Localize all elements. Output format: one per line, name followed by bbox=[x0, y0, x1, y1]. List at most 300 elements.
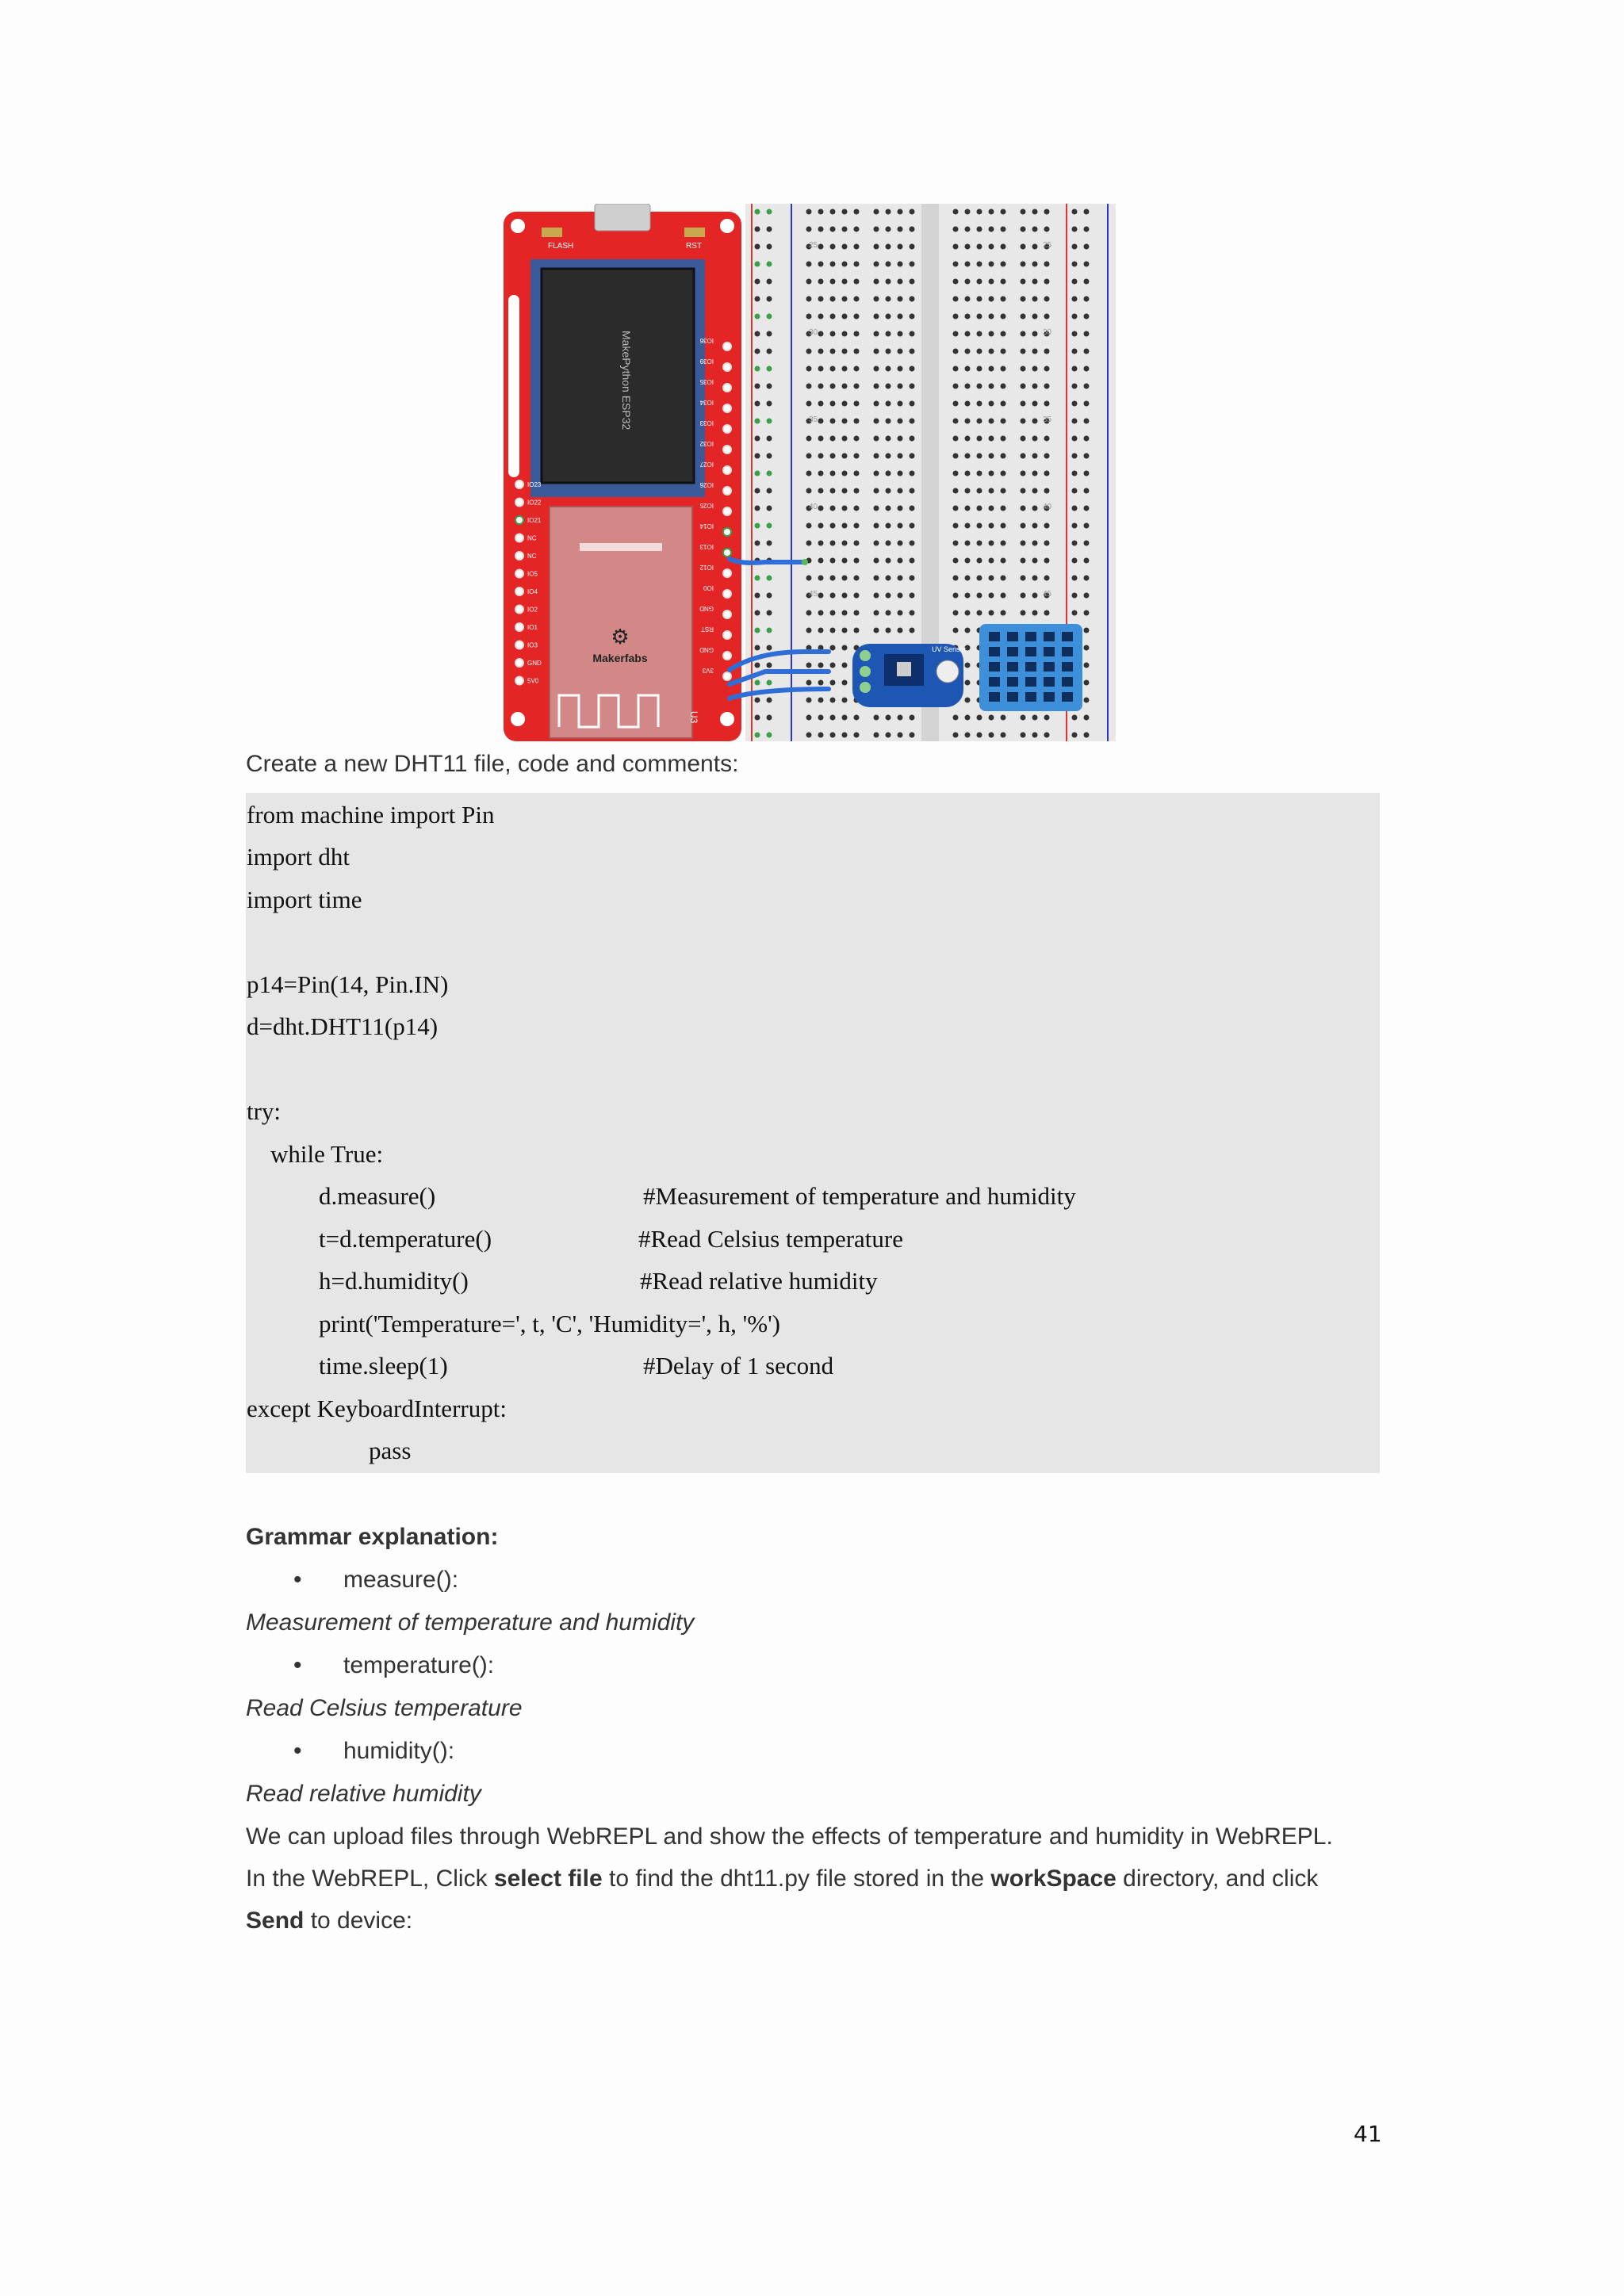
breadboard-hole bbox=[842, 715, 848, 721]
breadboard-hole bbox=[1001, 436, 1006, 442]
breadboard-hole bbox=[818, 366, 824, 372]
select-file-term: select file bbox=[493, 1866, 603, 1892]
breadboard-hole bbox=[1021, 262, 1026, 267]
breadboard-hole bbox=[965, 558, 971, 564]
breadboard-hole bbox=[898, 262, 903, 267]
breadboard-hole bbox=[1072, 453, 1078, 459]
breadboard-hole bbox=[874, 349, 879, 354]
dht11-vent bbox=[1025, 677, 1036, 687]
breadboard-hole bbox=[886, 436, 891, 442]
grammar-desc: Read Celsius temperature bbox=[246, 1695, 523, 1721]
dht11-vent bbox=[1025, 662, 1036, 672]
breadboard-hole bbox=[1072, 488, 1078, 494]
breadboard-hole bbox=[1084, 663, 1090, 668]
breadboard-hole bbox=[755, 680, 760, 686]
breadboard-hole bbox=[842, 453, 848, 459]
breadboard-hole bbox=[898, 384, 903, 389]
breadboard-hole bbox=[842, 523, 848, 529]
breadboard-hole bbox=[953, 610, 959, 616]
breadboard-hole bbox=[1084, 733, 1090, 738]
breadboard-hole bbox=[874, 523, 879, 529]
flash-label: FLASH bbox=[548, 242, 574, 251]
breadboard-hole bbox=[898, 331, 903, 337]
breadboard-hole bbox=[842, 384, 848, 389]
breadboard-hole bbox=[830, 698, 836, 703]
breadboard-hole bbox=[830, 628, 836, 633]
breadboard-hole bbox=[965, 314, 971, 320]
breadboard-hole bbox=[854, 366, 860, 372]
code-comment: #Read Celsius temperature bbox=[638, 1225, 904, 1253]
pin-label: IO4 bbox=[527, 588, 538, 595]
breadboard-hole bbox=[806, 279, 812, 285]
dht11-vent bbox=[1007, 632, 1018, 641]
pin-label: IO35 bbox=[699, 378, 714, 385]
dht11-sensor bbox=[979, 624, 1082, 711]
pin-label: NC bbox=[527, 553, 537, 560]
breadboard-hole bbox=[874, 541, 879, 546]
breadboard-hole bbox=[898, 715, 903, 721]
breadboard-hole bbox=[1072, 471, 1078, 476]
breadboard-hole bbox=[767, 209, 772, 215]
breadboard-hole bbox=[874, 733, 879, 738]
breadboard-hole bbox=[818, 314, 824, 320]
breadboard-hole bbox=[1032, 488, 1038, 494]
esp32-board bbox=[504, 204, 741, 741]
breadboard-hole bbox=[1084, 558, 1090, 564]
breadboard-hole bbox=[830, 680, 836, 686]
pin-pad bbox=[723, 384, 731, 392]
breadboard-hole bbox=[818, 663, 824, 668]
breadboard-hole bbox=[854, 349, 860, 354]
breadboard-hole bbox=[755, 436, 760, 442]
dht11-vent bbox=[989, 662, 1000, 672]
breadboard-hole bbox=[1084, 680, 1090, 686]
pin-label: IO14 bbox=[699, 522, 714, 530]
row-number: 30 bbox=[1043, 328, 1052, 337]
breadboard-hole bbox=[767, 366, 772, 372]
breadboard-hole bbox=[1084, 436, 1090, 442]
breadboard-hole bbox=[977, 349, 982, 354]
breadboard-hole bbox=[1021, 331, 1026, 337]
code-line: import dht bbox=[247, 843, 350, 871]
breadboard-hole bbox=[989, 366, 994, 372]
dht11-vent bbox=[1025, 692, 1036, 702]
breadboard-hole bbox=[886, 331, 891, 337]
breadboard-hole bbox=[842, 209, 848, 215]
breadboard-hole bbox=[806, 227, 812, 232]
dht11-vent bbox=[989, 692, 1000, 702]
breadboard-hole bbox=[842, 698, 848, 703]
breadboard-hole bbox=[842, 297, 848, 302]
breadboard-hole bbox=[767, 349, 772, 354]
breadboard-hole bbox=[806, 523, 812, 529]
breadboard-hole bbox=[965, 209, 971, 215]
breadboard-hole bbox=[910, 331, 915, 337]
breadboard-hole bbox=[818, 279, 824, 285]
breadboard-hole bbox=[1084, 349, 1090, 354]
breadboard-hole bbox=[830, 488, 836, 494]
breadboard-hole bbox=[965, 628, 971, 633]
breadboard-hole bbox=[842, 628, 848, 633]
pin-pad bbox=[723, 363, 731, 371]
breadboard-hole bbox=[830, 610, 836, 616]
breadboard-hole bbox=[1021, 366, 1026, 372]
breadboard-hole bbox=[953, 244, 959, 250]
breadboard-hole bbox=[965, 279, 971, 285]
breadboard-hole bbox=[1021, 384, 1026, 389]
bullet: • bbox=[293, 1652, 302, 1678]
breadboard-hole bbox=[1084, 628, 1090, 633]
breadboard-hole bbox=[1001, 209, 1006, 215]
breadboard-hole bbox=[874, 244, 879, 250]
breadboard-hole bbox=[830, 541, 836, 546]
breadboard-hole bbox=[965, 297, 971, 302]
breadboard-hole bbox=[1044, 471, 1050, 476]
breadboard-hole bbox=[965, 698, 971, 703]
code-comment: #Read relative humidity bbox=[640, 1267, 878, 1295]
breadboard-hole bbox=[854, 576, 860, 581]
breadboard-hole bbox=[806, 610, 812, 616]
breadboard-hole bbox=[755, 209, 760, 215]
breadboard-hole bbox=[1072, 227, 1078, 232]
breadboard-hole bbox=[886, 279, 891, 285]
breadboard-hole bbox=[755, 262, 760, 267]
breadboard-hole bbox=[830, 419, 836, 424]
breadboard-hole bbox=[755, 244, 760, 250]
pin-pad bbox=[723, 342, 731, 350]
pin-label: IO3 bbox=[527, 641, 538, 649]
breadboard-hole bbox=[1084, 453, 1090, 459]
breadboard-hole bbox=[953, 576, 959, 581]
breadboard-hole bbox=[1084, 366, 1090, 372]
breadboard-hole bbox=[1021, 558, 1026, 564]
breadboard-hole bbox=[977, 523, 982, 529]
breadboard-hole bbox=[1032, 506, 1038, 511]
breadboard-hole bbox=[898, 419, 903, 424]
breadboard-hole bbox=[953, 453, 959, 459]
breadboard-hole bbox=[886, 715, 891, 721]
row-number: 45 bbox=[809, 590, 818, 599]
pin-label: IO36 bbox=[699, 337, 714, 344]
breadboard-hole bbox=[806, 349, 812, 354]
breadboard-hole bbox=[965, 366, 971, 372]
row-number: 40 bbox=[809, 503, 818, 511]
breadboard-hole bbox=[818, 419, 824, 424]
breadboard-hole bbox=[854, 471, 860, 476]
breadboard-hole bbox=[886, 576, 891, 581]
pin-label: NC bbox=[527, 534, 537, 542]
breadboard-hole bbox=[1084, 523, 1090, 529]
breadboard-hole bbox=[842, 593, 848, 599]
code-line: t=d.temperature() bbox=[319, 1225, 492, 1253]
row-number: 25 bbox=[1043, 241, 1052, 250]
code-line: import time bbox=[247, 886, 362, 913]
breadboard-hole bbox=[830, 227, 836, 232]
breadboard-hole bbox=[830, 471, 836, 476]
breadboard-hole bbox=[977, 384, 982, 389]
breadboard-hole bbox=[965, 576, 971, 581]
upload-paragraph-line: We can upload files through WebREPL and show the effects of temperature and humidity in WebREPL. bbox=[246, 1823, 1333, 1850]
breadboard-hole bbox=[767, 244, 772, 250]
breadboard-hole bbox=[953, 209, 959, 215]
breadboard-hole bbox=[910, 576, 915, 581]
breadboard-hole bbox=[1001, 262, 1006, 267]
breadboard-hole bbox=[842, 227, 848, 232]
breadboard-hole bbox=[755, 419, 760, 424]
breadboard-hole bbox=[767, 314, 772, 320]
breadboard-hole bbox=[854, 733, 860, 738]
pin-pad bbox=[723, 549, 731, 557]
breadboard-hole bbox=[977, 733, 982, 738]
breadboard-hole bbox=[898, 401, 903, 407]
breadboard-hole bbox=[898, 733, 903, 738]
pin-label: IO13 bbox=[699, 543, 714, 550]
breadboard-hole bbox=[1072, 366, 1078, 372]
pin-pad bbox=[723, 466, 731, 474]
breadboard-hole bbox=[953, 227, 959, 232]
breadboard-hole bbox=[830, 244, 836, 250]
breadboard-hole bbox=[910, 227, 915, 232]
breadboard-hole bbox=[886, 628, 891, 633]
breadboard-hole bbox=[874, 715, 879, 721]
breadboard-hole bbox=[806, 698, 812, 703]
breadboard-hole bbox=[886, 419, 891, 424]
breadboard-hole bbox=[818, 541, 824, 546]
breadboard-hole bbox=[806, 453, 812, 459]
breadboard-hole bbox=[854, 593, 860, 599]
breadboard-hole bbox=[767, 227, 772, 232]
breadboard-hole bbox=[898, 506, 903, 511]
grammar-desc: Read relative humidity bbox=[246, 1781, 481, 1807]
breadboard-hole bbox=[818, 209, 824, 215]
breadboard-hole bbox=[1001, 349, 1006, 354]
breadboard-hole bbox=[755, 279, 760, 285]
breadboard-hole bbox=[977, 366, 982, 372]
breadboard-hole bbox=[1084, 401, 1090, 407]
breadboard-hole bbox=[1044, 541, 1050, 546]
breadboard-hole bbox=[818, 349, 824, 354]
breadboard-hole bbox=[1044, 227, 1050, 232]
row-number: 30 bbox=[809, 328, 818, 337]
breadboard-hole bbox=[755, 645, 760, 651]
breadboard-hole bbox=[767, 331, 772, 337]
pin-pad bbox=[723, 425, 731, 433]
pin-pad bbox=[515, 516, 523, 524]
breadboard-hole bbox=[874, 576, 879, 581]
breadboard-hole bbox=[910, 314, 915, 320]
pin-label: IO32 bbox=[699, 440, 714, 447]
breadboard-hole bbox=[842, 506, 848, 511]
breadboard-hole bbox=[854, 227, 860, 232]
breadboard-hole bbox=[965, 541, 971, 546]
dht11-vent bbox=[1044, 692, 1055, 702]
breadboard-hole bbox=[977, 419, 982, 424]
breadboard-hole bbox=[755, 227, 760, 232]
dht11-vent bbox=[1025, 647, 1036, 656]
breadboard-hole bbox=[910, 366, 915, 372]
code-line: time.sleep(1) bbox=[319, 1352, 448, 1380]
code-comment: #Measurement of temperature and humidity bbox=[643, 1182, 1076, 1210]
breadboard-hole bbox=[1001, 244, 1006, 250]
breadboard-hole bbox=[910, 715, 915, 721]
breadboard-hole bbox=[898, 436, 903, 442]
breadboard-hole bbox=[1072, 558, 1078, 564]
breadboard-hole bbox=[953, 314, 959, 320]
breadboard-hole bbox=[806, 314, 812, 320]
breadboard-hole bbox=[898, 628, 903, 633]
breadboard-hole bbox=[953, 733, 959, 738]
breadboard-hole bbox=[965, 419, 971, 424]
pin-label: IO27 bbox=[699, 461, 714, 468]
breadboard-hole bbox=[898, 366, 903, 372]
breadboard-hole bbox=[767, 680, 772, 686]
breadboard-hole bbox=[755, 541, 760, 546]
breadboard-hole bbox=[953, 436, 959, 442]
breadboard-hole bbox=[755, 488, 760, 494]
breadboard-hole bbox=[1001, 279, 1006, 285]
breadboard-hole bbox=[1032, 541, 1038, 546]
breadboard-hole bbox=[1044, 610, 1050, 616]
breadboard-hole bbox=[977, 715, 982, 721]
breadboard-hole bbox=[1021, 506, 1026, 511]
pin-pad bbox=[515, 606, 523, 614]
breadboard-hole bbox=[806, 541, 812, 546]
breadboard-hole bbox=[1021, 471, 1026, 476]
breadboard-hole bbox=[830, 715, 836, 721]
breadboard-hole bbox=[910, 384, 915, 389]
breadboard-hole bbox=[953, 401, 959, 407]
breadboard-hole bbox=[874, 506, 879, 511]
breadboard-hole bbox=[953, 331, 959, 337]
pin-label: IO39 bbox=[699, 358, 714, 365]
breadboard-hole bbox=[1032, 436, 1038, 442]
breadboard-hole bbox=[965, 436, 971, 442]
breadboard-hole bbox=[806, 733, 812, 738]
breadboard-hole bbox=[874, 314, 879, 320]
breadboard-hole bbox=[989, 715, 994, 721]
wiring-diagram bbox=[504, 204, 1116, 741]
breadboard-hole bbox=[1001, 314, 1006, 320]
breadboard-hole bbox=[818, 680, 824, 686]
code-line: p14=Pin(14, Pin.IN) bbox=[247, 970, 449, 998]
breadboard-hole bbox=[1021, 244, 1026, 250]
bullet: • bbox=[293, 1567, 302, 1593]
breadboard-hole bbox=[755, 349, 760, 354]
breadboard-hole bbox=[1032, 523, 1038, 529]
breadboard-hole bbox=[854, 541, 860, 546]
breadboard-hole bbox=[910, 628, 915, 633]
breadboard-hole bbox=[1044, 558, 1050, 564]
breadboard-hole bbox=[874, 366, 879, 372]
breadboard-hole bbox=[1084, 645, 1090, 651]
breadboard-hole bbox=[965, 471, 971, 476]
breadboard-hole bbox=[977, 558, 982, 564]
breadboard-hole bbox=[910, 419, 915, 424]
breadboard-hole bbox=[886, 349, 891, 354]
breadboard-hole bbox=[1032, 262, 1038, 267]
code-line: pass bbox=[369, 1437, 412, 1464]
breadboard-hole bbox=[1001, 297, 1006, 302]
breadboard-hole bbox=[1032, 471, 1038, 476]
code-line: try: bbox=[247, 1097, 282, 1125]
breadboard-hole bbox=[818, 453, 824, 459]
breadboard-hole bbox=[767, 419, 772, 424]
breadboard-hole bbox=[953, 297, 959, 302]
breadboard-hole bbox=[842, 262, 848, 267]
breadboard-hole bbox=[874, 453, 879, 459]
pin-label: IO33 bbox=[699, 419, 714, 427]
breadboard-hole bbox=[977, 436, 982, 442]
breadboard-hole bbox=[767, 663, 772, 668]
breadboard-hole bbox=[965, 610, 971, 616]
breadboard-hole bbox=[1084, 593, 1090, 599]
breadboard-hole bbox=[953, 366, 959, 372]
breadboard-hole bbox=[830, 663, 836, 668]
breadboard-hole bbox=[854, 436, 860, 442]
breadboard-hole bbox=[755, 506, 760, 511]
breadboard-hole bbox=[874, 262, 879, 267]
breadboard-hole bbox=[842, 663, 848, 668]
intro-text: Create a new DHT11 file, code and comments: bbox=[246, 751, 739, 777]
breadboard-hole bbox=[1044, 733, 1050, 738]
breadboard-hole bbox=[898, 541, 903, 546]
breadboard-hole bbox=[874, 279, 879, 285]
breadboard-hole bbox=[854, 488, 860, 494]
breadboard-hole bbox=[818, 576, 824, 581]
breadboard-hole bbox=[1021, 523, 1026, 529]
breadboard-hole bbox=[1084, 471, 1090, 476]
breadboard-hole bbox=[830, 209, 836, 215]
breadboard-hole bbox=[898, 314, 903, 320]
breadboard-hole bbox=[818, 733, 824, 738]
breadboard-hole bbox=[1032, 733, 1038, 738]
breadboard-hole bbox=[755, 331, 760, 337]
breadboard-hole bbox=[1072, 331, 1078, 337]
breadboard-hole bbox=[767, 488, 772, 494]
breadboard-hole bbox=[1021, 349, 1026, 354]
breadboard-hole bbox=[965, 262, 971, 267]
breadboard-hole bbox=[965, 680, 971, 686]
breadboard-hole bbox=[1021, 209, 1026, 215]
breadboard-hole bbox=[965, 349, 971, 354]
breadboard-hole bbox=[767, 262, 772, 267]
breadboard-hole bbox=[842, 349, 848, 354]
breadboard-hole bbox=[1032, 279, 1038, 285]
dht11-vent bbox=[1062, 632, 1073, 641]
dht11-vent bbox=[989, 647, 1000, 656]
breadboard-hole bbox=[806, 680, 812, 686]
breadboard-hole bbox=[755, 715, 760, 721]
breadboard-hole bbox=[1001, 541, 1006, 546]
brand-logo-icon: ⚙ bbox=[611, 625, 630, 649]
breadboard-hole bbox=[874, 558, 879, 564]
breadboard-hole bbox=[910, 453, 915, 459]
breadboard-hole bbox=[806, 262, 812, 267]
breadboard-hole bbox=[910, 523, 915, 529]
breadboard-hole bbox=[886, 506, 891, 511]
breadboard-hole bbox=[1021, 314, 1026, 320]
breadboard-hole bbox=[1021, 419, 1026, 424]
pin-pad bbox=[515, 552, 523, 560]
breadboard-hole bbox=[977, 262, 982, 267]
breadboard-hole bbox=[830, 401, 836, 407]
breadboard-hole bbox=[1021, 733, 1026, 738]
breadboard-hole bbox=[898, 453, 903, 459]
pin-pad bbox=[723, 404, 731, 412]
breadboard-hole bbox=[886, 366, 891, 372]
breadboard-hole bbox=[830, 593, 836, 599]
pin-pad bbox=[515, 587, 523, 595]
